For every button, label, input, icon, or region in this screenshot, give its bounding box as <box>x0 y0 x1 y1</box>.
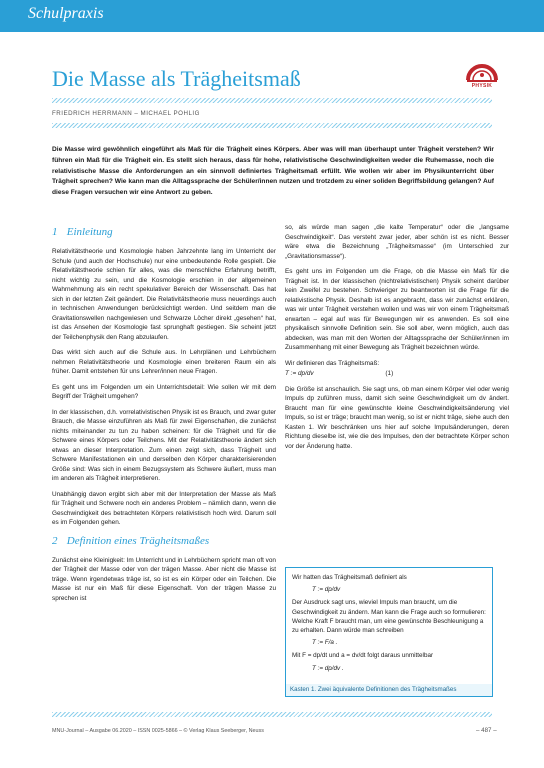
article-title: Die Masse als Trägheitsmaß <box>52 66 301 91</box>
box-caption: Kasten 1. Zwei äquivalente Definitionen des Trägheitsmaßes <box>290 686 457 693</box>
paragraph: Das wirkt sich auch auf die Schule aus. In Lehrplänen und Lehrbüchern nehmen Relativitätstheorie und Kosmologie einen breiteren Raum ein als früher. Damit entstehen für uns Lehrer/innen neue Fragen. <box>52 349 276 375</box>
section-header-bar <box>0 0 544 32</box>
section-title: Definition eines Trägheitsmaßes <box>66 534 210 547</box>
paragraph: Die Größe ist anschaulich. Sie sagt uns, ob man einem Körper viel oder wenig Impuls dp zuführen muss, damit sich seine Geschwindigkeit um dv ändert. Braucht man für eine gewünschte kleine Geschwindigkeitsänderung viel Impuls, so ist er träge; braucht man wenig, so ist er nicht träge, siehe auch den Kasten 1. Wir beschränken uns hier auf solche Impulsänderungen, deren Richtung dieselbe ist, wie die des Impulses, den der betrachtete Körper schon vor der Änderung hatte. <box>285 385 509 450</box>
formula-number: (1) <box>385 370 394 377</box>
paragraph: Zunächst eine Kleinigkeit: Im Unterricht und in Lehrbüchern spricht man oft von der Trägheit der Masse oder von der trägen Masse. Aber nicht die Masse ist träge. Wenn irgendetwas träge ist, so ist es ein Körper oder ein Teilchen. Die Masse ist nur ein Maß für diese Eigenschaft. Von der trägen Masse zu sprechen ist <box>52 556 276 602</box>
box-text: Wir hatten das Trägheitsmaß definiert als <box>292 574 407 581</box>
paragraph: Relativitätstheorie und Kosmologie haben Jahrzehnte lang im Unterricht der Schule (und auch der Hochschule) nur eine unbedeutende Rolle gespielt. Die Relativitätstheorie schien für alles, was die menschliche Erfahrung betrifft, nicht wichtig zu sein, und die Kosmologie erschien in der allgemeinen Wahrnehmung als ein recht spekulativer Bereich der Wissenschaft. Das hat sich in der letzten Zeit geändert. Die Relativitätstheorie muss neuerdings auch in technischen Anwendungen berücksichtigt werden. Und seitdem man die Gravitationswellen nachgewiesen und Schwarze Löcher direkt „gesehen“ hat, ist das Ansehen der Kosmologie fast sprunghaft gestiegen. Sie scheint jetzt der Teilchenphysik den Rang abzulaufen. <box>52 248 276 341</box>
paragraph: Wir definieren das Trägheitsmaß: <box>285 359 380 367</box>
section-label: Schulpraxis <box>28 5 104 22</box>
paragraph: Es geht uns im Folgenden um ein Unterrichtsdetail: Wie sollen wir mit dem Begriff der Trägheit umgehen? <box>52 383 276 400</box>
divider-hatch <box>52 98 492 103</box>
box-text: Mit F = dp/dt und a = dv/dt folgt daraus unmittelbar <box>292 652 434 660</box>
footer-citation: MNU-Journal – Ausgabe 06.2020 – ISSN 0025-5866 – © Verlag Klaus Seeberger, Neuss <box>52 728 264 734</box>
section-title: Einleitung <box>66 226 113 238</box>
info-box-content <box>292 573 488 677</box>
paragraph: so, als würde man sagen „die kalte Temperatur“ oder die „langsame Geschwindigkeit“. Das versteht zwar jeder, aber schön ist es nicht. Besser wäre etwa die Bezeichnung „Trägheitsmasse“ (im Unterschied zur „Gravitationsmasse“). <box>285 224 509 260</box>
divider-hatch <box>52 123 492 128</box>
left-column <box>52 225 276 609</box>
section-heading-1 <box>52 225 276 239</box>
section-number: 1 <box>52 226 58 238</box>
physik-logo <box>462 60 502 94</box>
section-number: 2 <box>52 534 58 547</box>
abstract: Die Masse wird gewöhnlich eingeführt als Maß für die Trägheit eines Körpers. Aber was will man überhaupt unter Trägheit verstehen? Wir führen ein Maß für die Trägheit ein. Es stellt sich heraus, dass für hohe, relativistische Geschwindigkeiten weder die Ruhemasse, noch die relativistische Masse die Anforderungen an ein sinnvoll definiertes Trägheitsmaß erfüllt. Wie wollen wir aber im Physikunterricht über Trägheit sprechen? Wie kann man die Alltagssprache der Schüler/innen nutzen und trotzdem zu einer soliden Begriffsbildung gelangen? Auf diese Fragen versuchen wir eine Antwort zu geben. <box>52 146 494 197</box>
box-equation: T := dp/dv . <box>312 664 344 672</box>
box-equation: T := F/a . <box>312 639 338 647</box>
divider-hatch <box>52 712 492 717</box>
section-heading-2 <box>52 534 276 548</box>
paragraph: Unabhängig davon ergibt sich aber mit der Interpretation der Masse als Maß für Trägheit und Schwere noch ein anderes Problem – nämlich dann, wenn die Geschwindigkeit des betrachteten Körpers relativistisch hoch wird. Darum soll es im Folgenden gehen. <box>52 490 276 526</box>
paragraph: Es geht uns im Folgenden um die Frage, ob die Masse ein Maß für die Trägheit ist. In der klassischen (nichtrelativistischen) Physik scheint darüber kein Zweifel zu bestehen. Schwieriger zu beantworten ist die Frage für die relativistische Physik. Deshalb ist es angebracht, dass wir zunächst erklären, was wir unter Trägheit verstehen wollen und was wir von einem Trägheitsmaß erwarten – egal auf was für Bewegungen wir es anwenden. Es soll eine physikalisch sinnvolle Definition sein. Sie soll aber, wenn möglich, auch das abdecken, was man mit den Worten der Alltagssprache der Schüler/innen im Zusammenhang mit einer Bewegung als Trägheit bezeichnen würde. <box>285 268 509 351</box>
box-equation: T := dp/dv <box>312 586 341 594</box>
box-text: Der Ausdruck sagt uns, wieviel Impuls man braucht, um die Geschwindigkeit zu ändern. Man kann die Frage auch so formulieren: Welche Kraft F braucht man, um eine gewünschte Beschleunigung a zu erhalten. Dann würde man schreiben <box>292 599 486 635</box>
formula-1 <box>285 369 509 379</box>
paragraph: In der klassischen, d.h. vorrelativistischen Physik ist es Brauch, und zwar guter Brauch, die Masse einzuführen als Maß für zwei Eigenschaften, die zunächst nichts miteinander zu tun zu haben scheinen: für die Trägheit und für die Schwere eines Körpers oder Teilchens. Mit der Relativitätstheorie ändert sich etwas an dieser Interpretation. Zum einen zeigt sich, dass Trägheit und Schwere Manifestationen ein und derselben den Körper charakterisierenden Größe sind: Was sich in einem Bezugssystem als Schwere äußert, muss man im anderen als Trägheit interpretieren. <box>52 408 276 482</box>
authors: FRIEDRICH HERRMANN – MICHAEL POHLIG <box>52 110 200 117</box>
info-box <box>285 567 493 697</box>
formula-text: T := dp/dv <box>285 370 314 377</box>
right-column <box>285 223 509 457</box>
physik-logo-text: PHYSIK <box>471 83 493 89</box>
page-number: – 487 – <box>476 727 497 734</box>
